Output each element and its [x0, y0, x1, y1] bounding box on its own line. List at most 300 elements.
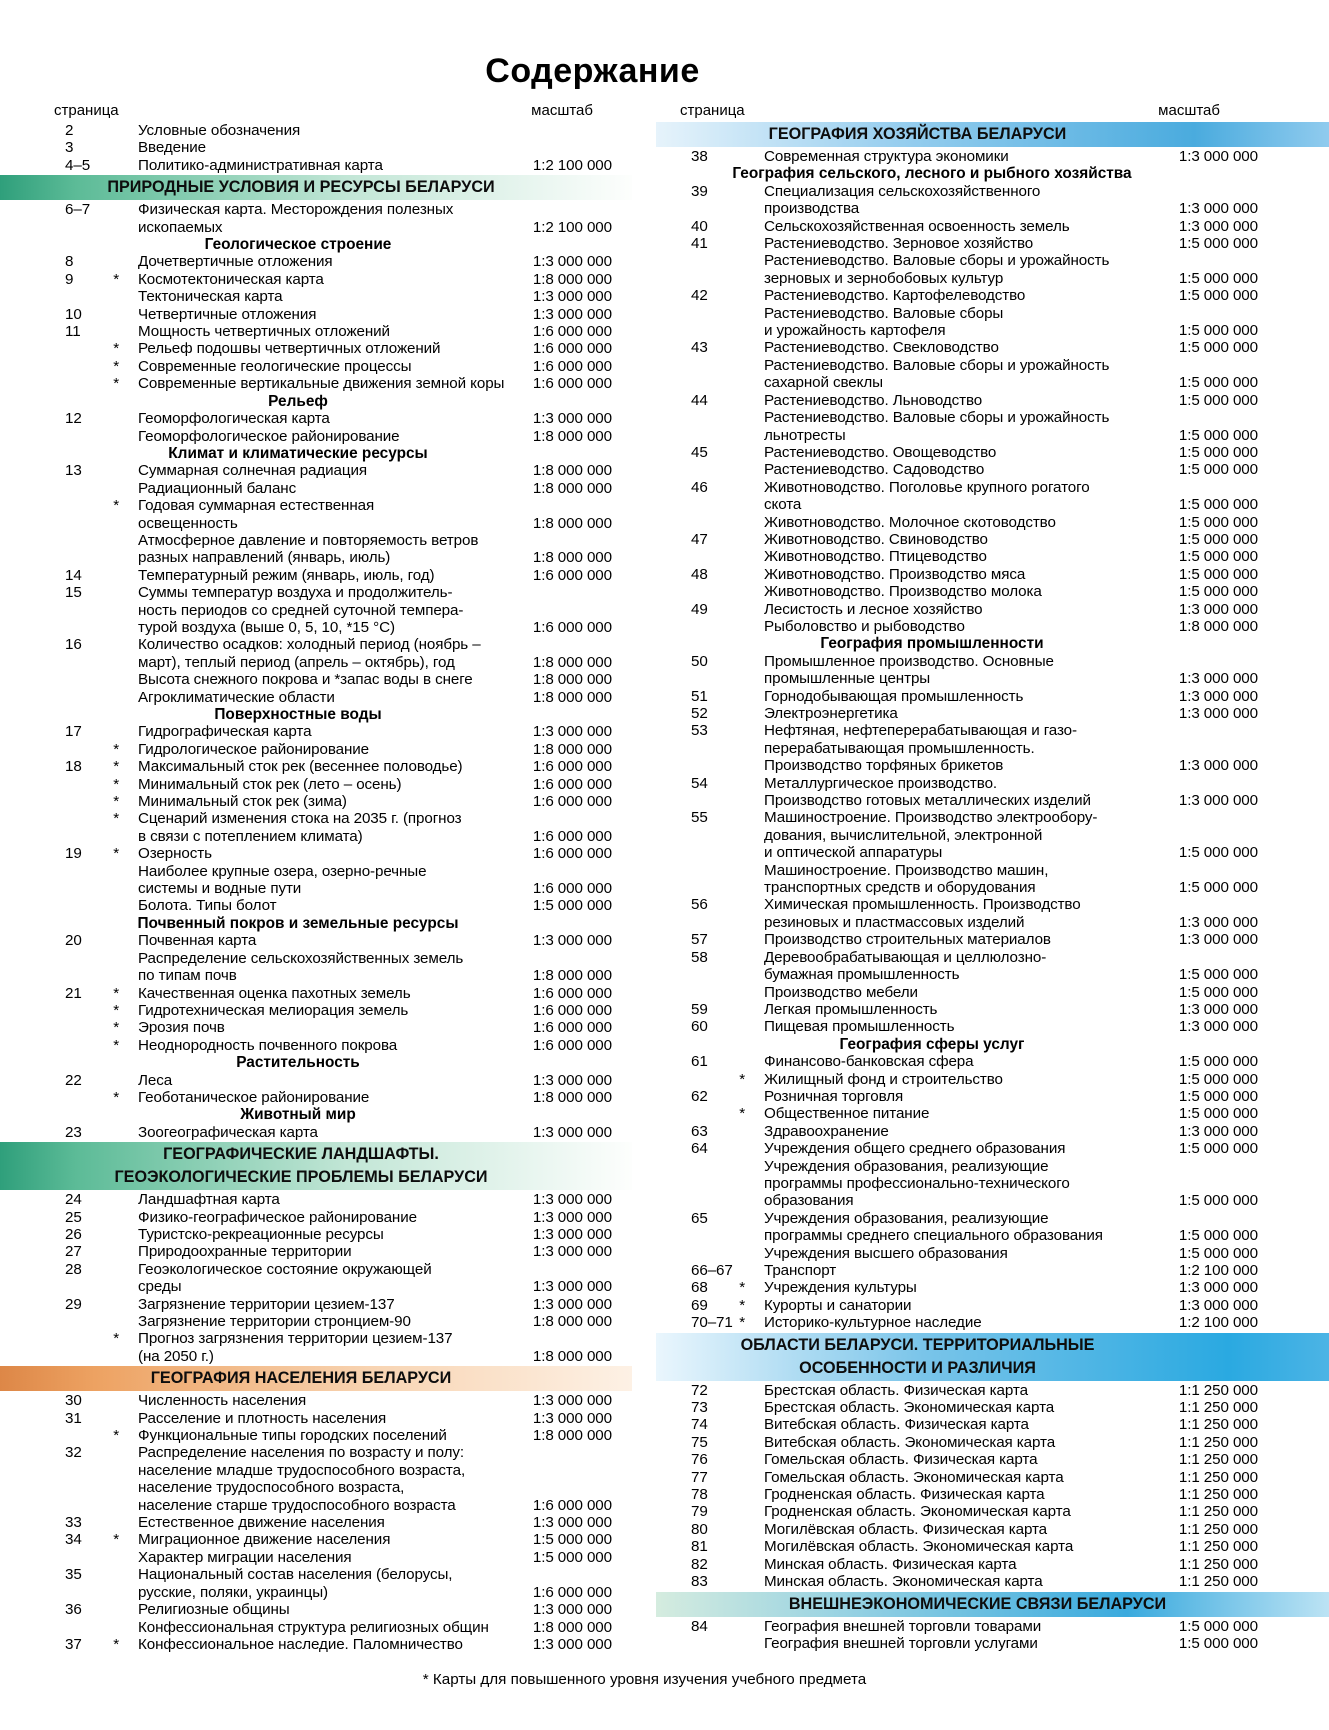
entry-page: 61 — [691, 1053, 708, 1071]
toc-entry-line — [50, 323, 612, 340]
entry-scale: 1:6 000 000 — [532, 323, 612, 341]
entry-page — [50, 1037, 100, 1054]
entry-scale: 1:5 000 000 — [1178, 1192, 1258, 1210]
toc-entry-line — [676, 1088, 1258, 1105]
entry-scale: 1:1 250 000 — [1178, 1451, 1258, 1469]
entry-title: Минская область. Физическая карта — [764, 1555, 1017, 1573]
entry-page — [676, 252, 726, 269]
entry-title: Максимальный сток рек (весеннее половодье) — [138, 758, 463, 776]
toc-entry-line — [676, 148, 1258, 165]
entry-star — [726, 1503, 748, 1520]
toc-entry-line — [676, 879, 1258, 896]
entry-page — [676, 1192, 726, 1209]
entry-title: Растениеводство. Валовые сборы и урожайность — [764, 356, 1110, 374]
entry-star — [726, 1556, 748, 1573]
toc-entry-line — [50, 967, 612, 984]
entry-star: * — [113, 1427, 119, 1445]
entry-page: 23 — [65, 1123, 82, 1141]
entry-star — [100, 880, 122, 897]
entry-scale: 1:6 000 000 — [532, 775, 612, 793]
entry-title: Мощность четвертичных отложений — [138, 323, 390, 341]
toc-entry-line — [676, 1382, 1258, 1399]
entry-scale: 1:1 250 000 — [1178, 1433, 1258, 1451]
entry-title: Неоднородность почвенного покрова — [138, 1036, 398, 1054]
entry-star — [100, 1584, 122, 1601]
entry-scale: 1:3 000 000 — [1178, 757, 1258, 775]
entry-title: Финансово-банковская сфера — [764, 1053, 974, 1071]
entry-star — [726, 1451, 748, 1468]
entry-star — [726, 792, 748, 809]
entry-page — [676, 200, 726, 217]
section-header-line: ОСОБЕННОСТИ И РАЗЛИЧИЯ — [799, 1358, 1036, 1377]
entry-scale: 1:2 100 000 — [1178, 1262, 1258, 1279]
entry-title: Современные геологические процессы — [138, 357, 412, 375]
entry-star — [726, 914, 748, 931]
section-band — [0, 1366, 632, 1391]
toc-entry-line — [676, 949, 1258, 966]
entry-star — [100, 932, 122, 949]
entry-title: Политико-административная карта — [138, 156, 383, 174]
toc-entry-line — [676, 305, 1258, 322]
entry-star — [726, 862, 748, 879]
entry-star — [100, 462, 122, 479]
entry-star — [100, 1479, 122, 1496]
entry-page: 33 — [65, 1514, 82, 1532]
entry-page: 63 — [691, 1122, 708, 1140]
entry-star — [100, 723, 122, 740]
toc-entry-line — [676, 1001, 1258, 1018]
entry-title: Растениеводство. Валовые сборы и урожайность — [764, 409, 1110, 427]
entry-title: Почвенная карта — [138, 932, 257, 950]
entry-star — [726, 984, 748, 1001]
toc-entry-line — [50, 1243, 612, 1260]
entry-page: 42 — [691, 287, 708, 305]
entry-star — [726, 757, 748, 774]
toc-entry-line — [676, 514, 1258, 531]
entry-star — [726, 479, 748, 496]
entry-star — [100, 288, 122, 305]
entry-scale: 1:8 000 000 — [532, 549, 612, 567]
entry-page: 31 — [65, 1409, 82, 1427]
entry-page: 45 — [691, 443, 708, 461]
entry-page: 40 — [691, 217, 708, 235]
entry-star — [726, 287, 748, 304]
entry-page — [50, 549, 100, 566]
toc-entry-line — [676, 1503, 1258, 1520]
entry-page: 78 — [691, 1486, 708, 1504]
entry-scale: 1:3 000 000 — [1178, 670, 1258, 688]
entry-title: Миграционное движение населения — [138, 1531, 391, 1549]
entry-title: Розничная торговля — [764, 1087, 904, 1105]
entry-page: 76 — [691, 1451, 708, 1469]
entry-page: 25 — [65, 1208, 82, 1226]
entry-scale — [606, 863, 612, 880]
entry-star — [726, 775, 748, 792]
entry-title: население трудоспособного возраста, — [138, 1479, 405, 1497]
toc-entry-line — [50, 549, 612, 566]
entry-star — [100, 532, 122, 549]
entry-page: 54 — [691, 774, 708, 792]
entry-star — [100, 1191, 122, 1208]
entry-scale: 1:5 000 000 — [1178, 879, 1258, 897]
toc-entry-line — [676, 775, 1258, 792]
entry-page: 10 — [65, 305, 82, 323]
toc-entry-line — [676, 827, 1258, 844]
entry-page — [676, 374, 726, 391]
entry-star: * — [739, 1279, 745, 1297]
entry-scale: 1:3 000 000 — [532, 723, 612, 741]
entry-title: Функциональные типы городских поселений — [138, 1427, 447, 1445]
entry-scale — [1252, 827, 1258, 844]
entry-scale: 1:8 000 000 — [532, 1427, 612, 1445]
toc-entry-line — [676, 896, 1258, 913]
entry-star — [726, 1635, 748, 1652]
toc-entry-line — [50, 306, 612, 323]
toc-entry-line — [676, 322, 1258, 339]
entry-title: Могилёвская область. Экономическая карта — [764, 1538, 1074, 1556]
entry-scale: 1:5 000 000 — [1178, 391, 1258, 409]
toc-entry-line — [50, 157, 612, 174]
entry-title: Химическая промышленность. Производство — [764, 896, 1081, 914]
entry-title: Высота снежного покрова и *запас воды в снеге — [138, 671, 473, 689]
toc-entry-line — [50, 1089, 612, 1106]
entry-title: Брестская область. Экономическая карта — [764, 1399, 1055, 1417]
entry-title: Учреждения культуры — [764, 1279, 917, 1297]
toc-entry-line — [676, 792, 1258, 809]
entry-scale: 1:6 000 000 — [532, 357, 612, 375]
entry-scale: 1:3 000 000 — [532, 288, 612, 306]
toc-entry-line — [50, 1191, 612, 1208]
entry-star — [100, 122, 122, 139]
toc-entry-line — [50, 567, 612, 584]
entry-scale: 1:6 000 000 — [532, 845, 612, 863]
toc-entry-line — [50, 1479, 612, 1496]
toc-entry-line — [676, 1227, 1258, 1244]
entry-page — [676, 496, 726, 513]
entry-title: Производство готовых металлических изделий — [764, 792, 1091, 810]
entry-star — [726, 183, 748, 200]
entry-scale — [1252, 305, 1258, 322]
entry-page: 46 — [691, 478, 708, 496]
entry-page: 39 — [691, 182, 708, 200]
entry-page — [676, 1227, 726, 1244]
toc-entry-line — [676, 461, 1258, 478]
toc-entry-line — [50, 776, 612, 793]
subsection-header: Почвенный покров и земельные ресурсы — [137, 914, 459, 932]
entry-scale: 1:3 000 000 — [532, 1392, 612, 1410]
entry-title: Легкая промышленность — [764, 1000, 938, 1018]
entry-star — [100, 950, 122, 967]
entry-star — [100, 1497, 122, 1514]
section-band — [656, 122, 1329, 147]
entry-scale: 1:1 250 000 — [1178, 1503, 1258, 1521]
entry-star: * — [113, 758, 119, 776]
entry-scale: 1:8 000 000 — [532, 462, 612, 480]
toc-entry-line — [676, 1556, 1258, 1573]
entry-star — [726, 548, 748, 565]
toc-entry-line — [676, 1071, 1258, 1088]
entry-page — [50, 880, 100, 897]
entry-scale: 1:8 000 000 — [532, 514, 612, 532]
entry-scale — [606, 1566, 612, 1583]
toc-entry-line — [50, 219, 612, 236]
entry-star — [100, 549, 122, 566]
entry-page — [50, 480, 100, 497]
entry-star — [726, 305, 748, 322]
toc-entry-line — [676, 444, 1258, 461]
entry-star — [726, 374, 748, 391]
toc-entry-line — [676, 1105, 1258, 1122]
entry-page — [50, 1002, 100, 1019]
entry-page — [50, 1348, 100, 1365]
entry-star: * — [739, 1314, 745, 1332]
entry-scale — [1252, 896, 1258, 913]
entry-title: Минимальный сток рек (лето – осень) — [138, 775, 402, 793]
entry-title: Гидрографическая карта — [138, 723, 312, 741]
entry-title: Растениеводство. Свекловодство — [764, 339, 999, 357]
section-band — [0, 1142, 632, 1190]
toc-entry-line — [676, 1123, 1258, 1140]
entry-star — [726, 618, 748, 635]
entry-star — [726, 461, 748, 478]
entry-page: 22 — [65, 1071, 82, 1089]
toc-entry-line — [676, 1416, 1258, 1433]
entry-star — [726, 252, 748, 269]
entry-scale: 1:3 000 000 — [532, 1123, 612, 1141]
entry-title: зерновых и зернобобовых культур — [764, 269, 1004, 287]
toc-entry-line — [50, 1037, 612, 1054]
toc-column-left — [50, 101, 612, 1653]
entry-scale: 1:5 000 000 — [1178, 983, 1258, 1001]
toc-entry-line — [50, 1348, 612, 1365]
entry-page — [50, 863, 100, 880]
entry-scale: 1:1 250 000 — [1178, 1381, 1258, 1399]
toc-entry-line — [50, 1072, 612, 1089]
entry-title: Загрязнение территории цезием-137 — [138, 1295, 395, 1313]
entry-page: 26 — [65, 1225, 82, 1243]
footnote: * Карты для повышенного уровня изучения учебного предмета — [422, 1671, 867, 1689]
toc-entry-line — [676, 1158, 1258, 1175]
entry-star: * — [113, 1088, 119, 1106]
entry-page — [50, 515, 100, 532]
entry-title: по типам почв — [138, 967, 237, 985]
entry-page — [676, 1105, 726, 1122]
entry-star — [100, 1566, 122, 1583]
entry-title: Космотектоническая карта — [138, 270, 324, 288]
toc-entry-line — [676, 740, 1258, 757]
entry-scale: 1:3 000 000 — [532, 1208, 612, 1226]
entry-title: Животноводство. Птицеводство — [764, 548, 987, 566]
entry-title: среды — [138, 1278, 182, 1296]
entry-page — [676, 514, 726, 531]
entry-title: Растениеводство. Садоводство — [764, 461, 985, 479]
entry-title: Рельеф подошвы четвертичных отложений — [138, 340, 441, 358]
entry-scale — [606, 584, 612, 601]
entry-star — [726, 949, 748, 966]
entry-page — [50, 497, 100, 514]
entry-star — [726, 357, 748, 374]
entry-title: (на 2050 г.) — [138, 1347, 214, 1365]
entry-page — [676, 827, 726, 844]
entry-title: Здравоохранение — [764, 1122, 889, 1140]
entry-star — [100, 410, 122, 427]
entry-title: Растениеводство. Зерновое хозяйство — [764, 235, 1034, 253]
entry-title: Жилищный фонд и строительство — [764, 1070, 1003, 1088]
entry-title: Брестская область. Физическая карта — [764, 1381, 1028, 1399]
entry-star: * — [113, 1019, 119, 1037]
entry-star — [726, 409, 748, 426]
entry-scale: 1:3 000 000 — [532, 1635, 612, 1653]
entry-title: Растениеводство. Валовые сборы и урожайность — [764, 252, 1110, 270]
subsection-header: Растительность — [236, 1054, 360, 1072]
entry-title: Транспорт — [764, 1262, 837, 1279]
entry-star — [726, 809, 748, 826]
section-header-line: ВНЕШНЕЭКОНОМИЧЕСКИЕ СВЯЗИ БЕЛАРУСИ — [788, 1594, 1167, 1613]
entry-page: 18 — [65, 758, 82, 776]
toc-entry-line — [676, 984, 1258, 1001]
entry-title: Учреждения образования, реализующие — [764, 1157, 1049, 1175]
entry-scale: 1:5 000 000 — [1178, 583, 1258, 601]
entry-title: Животноводство. Производство мяса — [764, 565, 1026, 583]
toc-entry-line — [676, 722, 1258, 739]
entry-star — [100, 1392, 122, 1409]
entry-page — [676, 1245, 726, 1262]
entry-star: * — [113, 740, 119, 758]
toc-entry-line — [676, 1635, 1258, 1652]
toc-entry-line — [676, 705, 1258, 722]
entry-star — [726, 1416, 748, 1433]
entry-scale: 1:6 000 000 — [532, 566, 612, 584]
entry-title: Физико-географическое районирование — [138, 1208, 417, 1226]
entry-page: 28 — [65, 1260, 82, 1278]
toc-entry-line — [50, 602, 612, 619]
entry-page — [676, 1635, 726, 1652]
entry-star: * — [739, 1105, 745, 1123]
entry-scale: 1:5 000 000 — [532, 1531, 612, 1549]
entry-scale: 1:6 000 000 — [532, 1496, 612, 1514]
toc-entry-line — [676, 914, 1258, 931]
entry-star — [100, 1278, 122, 1295]
entry-title: март), теплый период (апрель – октябрь), год — [138, 653, 455, 671]
entry-page — [676, 461, 726, 478]
toc-entry-line — [50, 1278, 612, 1295]
subsection-header: География промышленности — [820, 635, 1044, 653]
entry-star — [100, 1124, 122, 1141]
toc-entry-line — [50, 1209, 612, 1226]
toc-entry-line — [50, 741, 612, 758]
entry-scale: 1:3 000 000 — [1178, 217, 1258, 235]
toc-entry-line — [676, 1053, 1258, 1070]
entry-title: Ландшафтная карта — [138, 1191, 280, 1209]
entry-scale — [606, 810, 612, 827]
entry-star — [726, 931, 748, 948]
toc-entry-line — [676, 1192, 1258, 1209]
entry-title: Деревообрабатывающая и целлюлозно- — [764, 948, 1047, 966]
entry-scale: 1:5 000 000 — [1178, 339, 1258, 357]
entry-page — [50, 810, 100, 827]
toc-entry-line — [50, 462, 612, 479]
entry-star — [100, 1444, 122, 1461]
entry-scale: 1:6 000 000 — [532, 1036, 612, 1054]
entry-star — [726, 531, 748, 548]
entry-scale: 1:3 000 000 — [1178, 1296, 1258, 1314]
entry-scale — [1252, 1158, 1258, 1175]
toc-entry-line — [676, 1175, 1258, 1192]
entry-scale: 1:8 000 000 — [532, 1313, 612, 1330]
toc-entry-line — [676, 409, 1258, 426]
entry-page: 49 — [691, 600, 708, 618]
entry-title: Условные обозначения — [138, 122, 301, 139]
entry-page — [50, 1313, 100, 1330]
entry-title: образования — [764, 1192, 854, 1210]
entry-title: Общественное питание — [764, 1105, 930, 1123]
entry-star: * — [113, 845, 119, 863]
entry-page: 16 — [65, 636, 82, 654]
entry-title: производства — [764, 200, 860, 218]
toc-entry-line — [50, 932, 612, 949]
entry-title: Геоморфологическая карта — [138, 410, 330, 428]
toc-entry-line — [50, 584, 612, 601]
entry-page: 30 — [65, 1392, 82, 1410]
entry-title: Суммарная солнечная радиация — [138, 462, 367, 480]
entry-scale: 1:3 000 000 — [1178, 1279, 1258, 1297]
entry-page — [676, 844, 726, 861]
entry-star — [100, 584, 122, 601]
toc-entry-line — [50, 1392, 612, 1409]
entry-star — [100, 1226, 122, 1243]
entry-scale — [1252, 409, 1258, 426]
entry-scale: 1:1 250 000 — [1178, 1538, 1258, 1556]
entry-page — [50, 967, 100, 984]
entry-star — [726, 1001, 748, 1018]
entry-scale: 1:2 100 000 — [532, 156, 612, 174]
entry-page: 57 — [691, 931, 708, 949]
entry-star — [726, 1538, 748, 1555]
entry-star: * — [113, 984, 119, 1002]
entry-title: освещенность — [138, 514, 238, 532]
entry-scale: 1:5 000 000 — [1178, 1244, 1258, 1262]
section-header-line: ГЕОГРАФИЯ ХОЗЯЙСТВА БЕЛАРУСИ — [768, 125, 1067, 143]
entry-title: Гродненская область. Физическая карта — [764, 1486, 1045, 1504]
entry-scale: 1:6 000 000 — [532, 1001, 612, 1019]
entry-title: дования, вычислительной, электронной — [764, 826, 1043, 844]
section-band — [656, 1333, 1329, 1381]
toc-entry-line — [50, 1124, 612, 1141]
toc-entry-line — [676, 531, 1258, 548]
entry-page: 55 — [691, 809, 708, 827]
toc-entry-line — [676, 218, 1258, 235]
subsection-header: Климат и климатические ресурсы — [168, 444, 428, 462]
entry-page: 79 — [691, 1503, 708, 1521]
entry-title: Растениеводство. Льноводство — [764, 391, 983, 409]
entry-star — [100, 480, 122, 497]
section-header-line: ОБЛАСТИ БЕЛАРУСИ. ТЕРРИТОРИАЛЬНЫЕ — [740, 1335, 1095, 1354]
entry-title: население старше трудоспособного возраста — [138, 1496, 456, 1514]
toc-entry-line — [50, 340, 612, 357]
entry-star — [100, 897, 122, 914]
entry-page — [50, 741, 100, 758]
toc-entry-line — [50, 1226, 612, 1243]
toc-entry-line — [50, 1497, 612, 1514]
entry-star — [100, 253, 122, 270]
entry-star — [100, 636, 122, 653]
entry-title: Гродненская область. Экономическая карта — [764, 1503, 1071, 1521]
entry-title: Геоморфологическое районирование — [138, 427, 400, 445]
entry-scale: 1:5 000 000 — [1178, 1617, 1258, 1635]
entry-page — [50, 358, 100, 375]
entry-page: 34 — [65, 1531, 82, 1549]
entry-title: население младше трудоспособного возраста, — [138, 1461, 466, 1479]
